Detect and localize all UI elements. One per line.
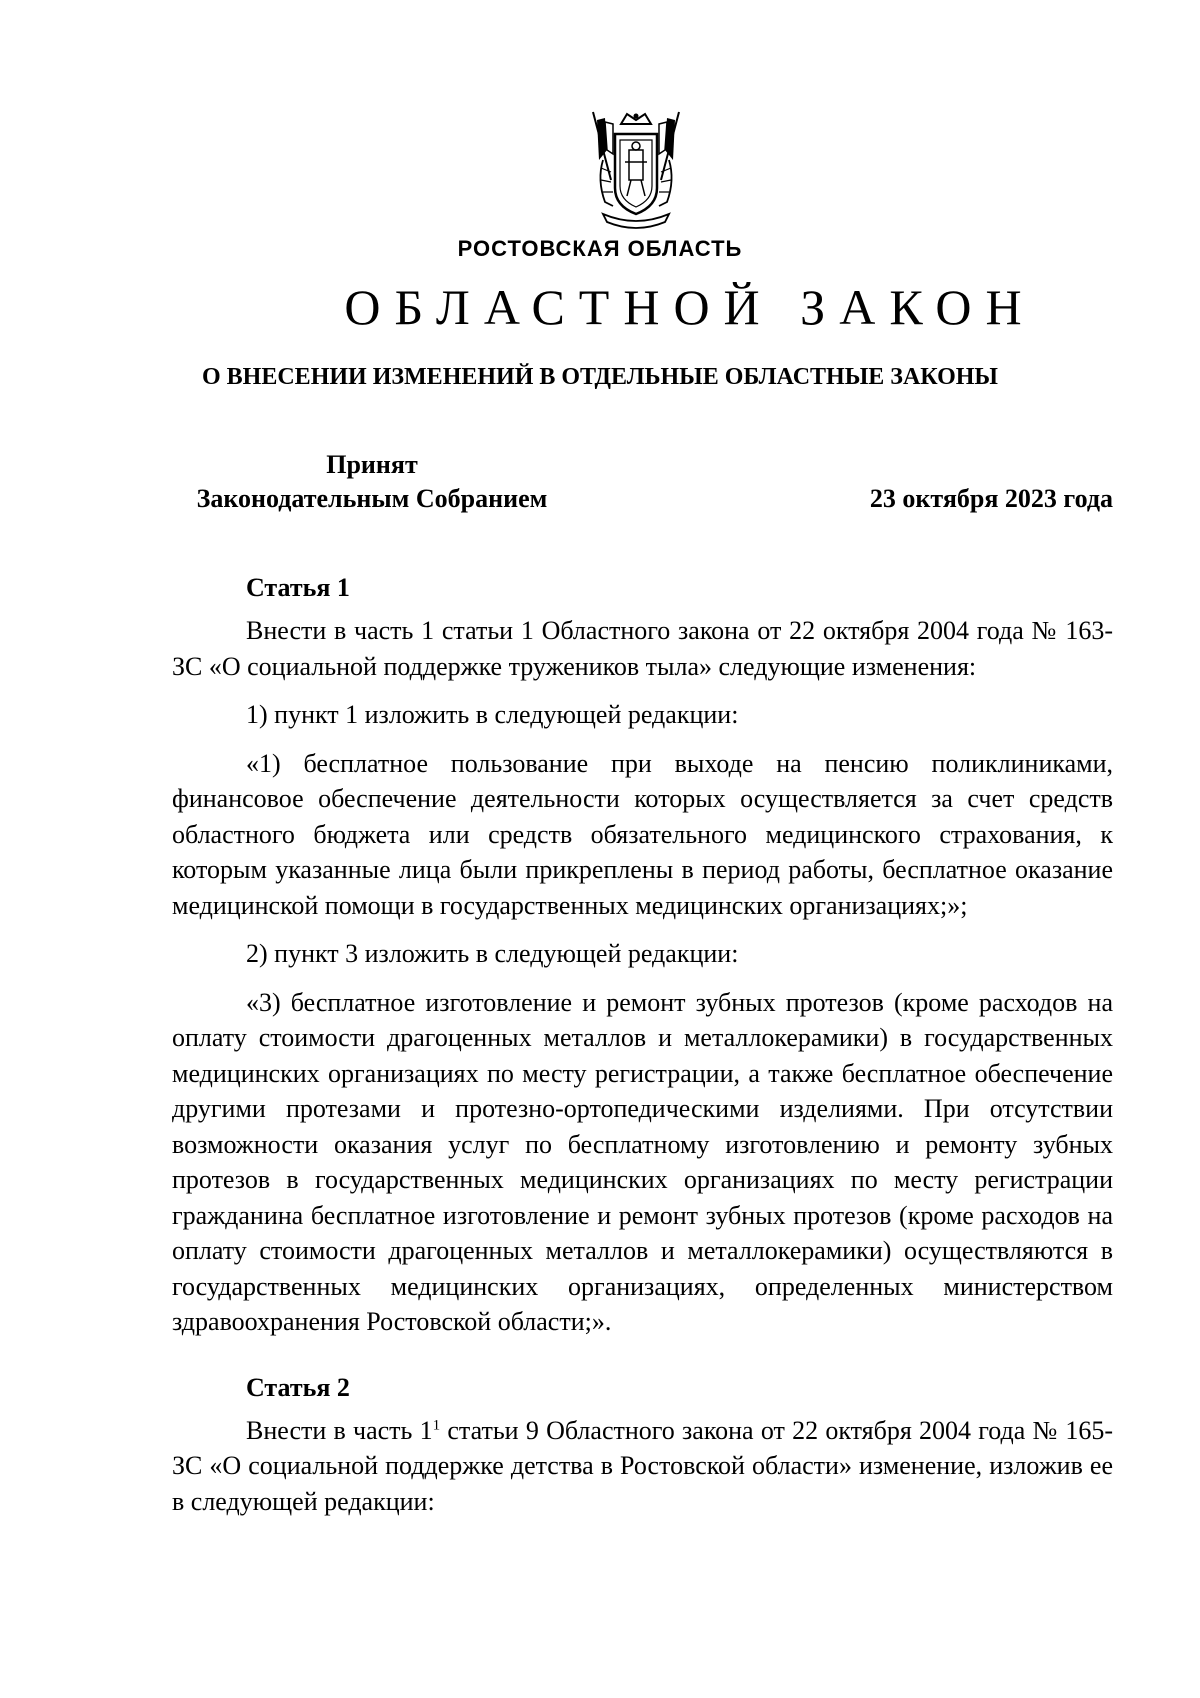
law-title: О ВНЕСЕНИИ ИЗМЕНЕНИЙ В ОТДЕЛЬНЫЕ ОБЛАСТНЫЕ ЗАКОНЫ [202, 364, 998, 390]
coat-of-arms-icon [583, 110, 689, 234]
article-1-paragraph-4: 2) пункт 3 изложить в следующей редакции: [246, 939, 739, 968]
adoption-line-1: Принят [326, 450, 418, 479]
adoption-date: 23 октября 2023 года [869, 484, 1113, 513]
adoption-block [172, 448, 572, 516]
article-1-paragraph-2: 1) пункт 1 изложить в следующей редакции: [246, 700, 739, 729]
document-type: ОБЛАСТНОЙ ЗАКОН [344, 279, 1036, 335]
article-1-paragraph-5: «3) бесплатное изготовление и ремонт зубных протезов (кроме расходов на оплату стоимости драгоценных металлов и металлокерамики) в государственных медицинских организациях по месту регистрации, а также бесплатное обеспечение другими протезами и протезно-ортопедическими изделиями. При отсутствии возможности оказания услуг по бесплатному изготовлению и ремонту зубных протезов в государственных медицинских организациях по месту регистрации гражданина бесплатное изготовление и ремонт зубных протезов (кроме расходов на оплату стоимости драгоценных металлов и металлокерамики) осуществляются в государственных медицинских организациях, определенных министерством здравоохранения Ростовской области;». [172, 987, 1113, 1336]
article-2-heading: Статья 2 [246, 1372, 350, 1402]
article-2-text-start: Внести в часть 1 [246, 1415, 433, 1445]
article-1-paragraph-1: Внести в часть 1 статьи 1 Областного закона от 22 октября 2004 года № 163-ЗС «О социальной поддержке тружеников тыла» следующие изменения: [172, 616, 1113, 681]
superscript: 1 [432, 1416, 441, 1433]
region-name: РОСТОВСКАЯ ОБЛАСТЬ [457, 236, 743, 261]
document-body [172, 570, 1113, 1532]
article-2-paragraph-1 [172, 1413, 1113, 1520]
article-1-paragraph-3: «1) бесплатное пользование при выходе на пенсию поликлиниками, финансовое обеспечение деятельности которых осуществляется за счет средств областного бюджета или средств обязательного медицинского страхования, к которым указанные лица были прикреплены в период работы, бесплатное оказание медицинской помощи в государственных медицинских организациях;»; [172, 748, 1113, 920]
article-2-text-end: статьи 9 Областного закона от 22 октября 2004 года № 165-ЗС «О социальной поддержке детства в Ростовской области» изменение, изложив ее в следующей редакции: [172, 1415, 1113, 1516]
article-1-heading: Статья 1 [246, 573, 350, 602]
adoption-line-2: Законодательным Собранием [196, 484, 548, 513]
